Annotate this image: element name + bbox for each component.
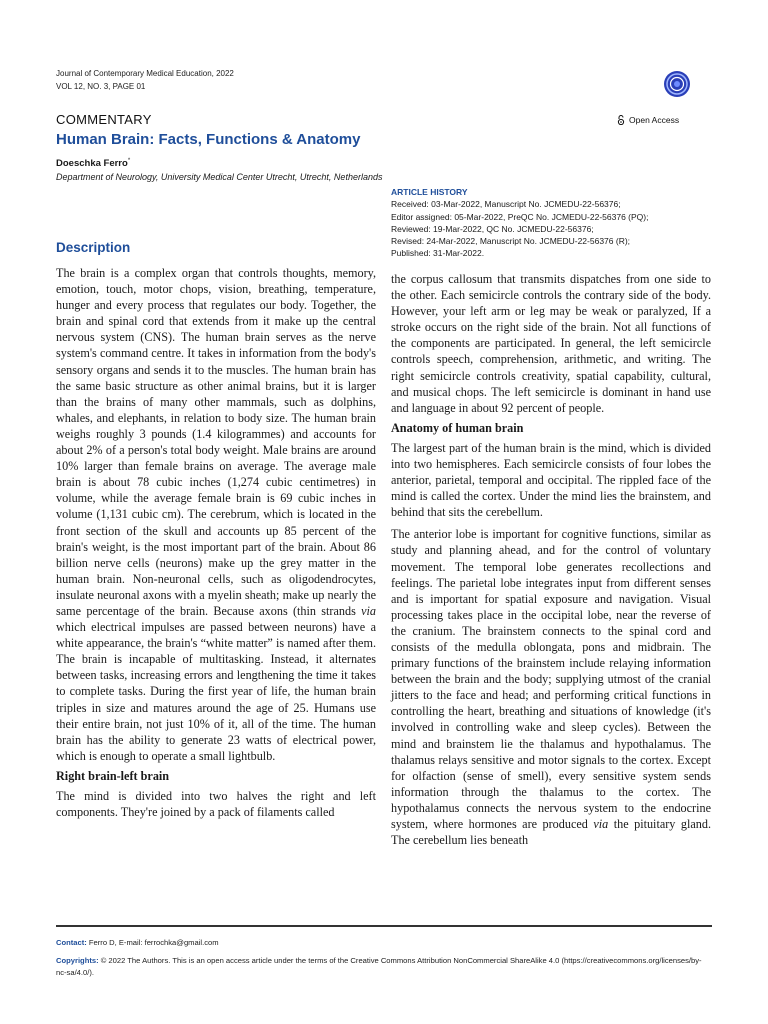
journal-logo-icon bbox=[663, 70, 691, 98]
body-text-italic: via bbox=[361, 603, 376, 618]
contact-text: Ferro D, E-mail: ferrochka@gmail.com bbox=[86, 938, 219, 947]
subheading-right-left-brain: Right brain-left brain bbox=[56, 768, 170, 783]
section-heading-description: Description bbox=[56, 240, 131, 255]
journal-name: Journal of Contemporary Medical Education, 2022 bbox=[56, 69, 234, 78]
subheading-anatomy: Anatomy of human brain bbox=[391, 420, 524, 435]
body-paragraph: The mind is divided into two halves the right and left components. They're joined by a pack of filaments called bbox=[56, 788, 376, 819]
author-affiliation: Department of Neurology, University Medical Center Utrecht, Utrecht, Netherlands bbox=[56, 172, 383, 182]
body-paragraph: the corpus callosum that transmits dispatches from one side to the other. Each semicircle controls the contrary side of the body. However, your left arm or leg may be weak or paralyzed, If a stroke occurs on the right side of the brain. Not all functions of the components are participated. In general, the left semicircle controls speech, comprehension, arithmetic, and writing. The right semicircle controls creativity, spatial capability, cultural, and musical chops. The left semicircle is dominant in hand use and language in about 92 percent of people. bbox=[391, 272, 711, 415]
article-history bbox=[391, 186, 721, 260]
journal-volume: VOL 12, NO. 3, PAGE 01 bbox=[56, 82, 146, 91]
article-title: Human Brain: Facts, Functions & Anatomy bbox=[56, 131, 361, 148]
copyright-text: © 2022 The Authors. This is an open access article under the terms of the Creative Commons Attribution NonCommercial ShareAlike 4.0 (https://creativecommons.org/licenses/by-nc-sa/4.0/). bbox=[56, 956, 702, 977]
author-name-text: Doeschka Ferro bbox=[56, 158, 128, 170]
history-line: Revised: 24-Mar-2022, Manuscript No. JCMEDU-22-56376 (R); bbox=[391, 236, 631, 247]
body-column-right bbox=[391, 271, 711, 848]
contact-line bbox=[56, 937, 712, 949]
copyright-line bbox=[56, 955, 712, 979]
history-line: Received: 03-Mar-2022, Manuscript No. JCMEDU-22-56376; bbox=[391, 199, 621, 210]
body-paragraph bbox=[391, 526, 711, 848]
body-text: The anterior lobe is important for cognitive functions, similar as study and planning ahead, and for the control of voluntary movement. The temporal lobe generates recollections and feelings. The parietal lobe integrates input from different senses and is important for spatial exposure and navigation. Visual processing takes place in the occipital lobe, near the reverse of the cranium. The brainstem connects to the spinal cord and consists of the medulla oblongata, pons and midbrain. The primary functions of the brainstem include relaying information between the brain and the body; supplying utmost of the cranial jitters to the face and head; and performing critical functions in controlling the heart, breathing and situations of knowledge (it's involved in controlling wake and sleep cycles). Between the mind and brainstem lie the thalamus and hypothalamus. The thalamus relays sensitive and motor signals to the cortex. Except for olfaction (sense of smell), every sensitive system sends information through the thalamus to the cortex. The hypothalamus connects the nervous system to the endocrine system, where hormones are produced bbox=[391, 527, 711, 831]
open-access-label: Open Access bbox=[629, 115, 680, 125]
body-paragraph bbox=[56, 265, 376, 764]
body-text-italic: via bbox=[593, 817, 609, 831]
history-line: Editor assigned: 05-Mar-2022, PreQC No. JCMEDU-22-56376 (PQ); bbox=[391, 211, 649, 222]
footer-divider bbox=[56, 925, 712, 927]
body-column-left bbox=[56, 265, 376, 820]
footer bbox=[56, 937, 712, 979]
author-mark: * bbox=[127, 158, 131, 164]
history-line: Reviewed: 19-Mar-2022, QC No. JCMEDU-22-56376; bbox=[391, 223, 594, 234]
copyright-label: Copyrights: bbox=[56, 956, 99, 965]
body-text: which electrical impulses are passed between neurons) have a white appearance, the brain's “white matter” is named after them. The brain is incapable of multitasking. Instead, it alternates between tasks, increasing errors and lengthening the time it takes to complete tasks. During the first year of life, the human brain triples in size and matures around the age of 25. Humans use their entire brain, not just 10% of it, all of the time. The human brain has the ability to generate 23 watts of electrical power, which is enough to operate a small lightbulb. bbox=[56, 620, 376, 763]
history-line: Published: 31-Mar-2022. bbox=[391, 248, 485, 259]
body-paragraph: The largest part of the human brain is the mind, which is divided into two hemispheres. Each semicircle consists of four lobes the anterior, parietal, temporal and occipital. The rippled face of the mind is called the cortex. Under the mind lies the brainstem, and behind that sits the cerebellum. bbox=[391, 440, 711, 520]
body-text: The brain is a complex organ that controls thoughts, memory, emotion, touch, motor chops, vision, breathing, temperature, hunger and every process that regulates our body. Together, the brain and spinal cord that extends from it make up the central nervous system (CNS). The human brain serves as the nerve system's command centre. It takes in information from the body's sensory organs and sends it to the muscles. The human brain has the same basic structure as other animal brains, but it is larger than the brains of many other mammals, such as dolphins, whales, and elephants, in relation to body size. The human brain weighs roughly 3 pounds (1.4 kilogrammes) and accounts for about 2% of a person's total body weight. Male brains are around 10% larger than female brains on average. The average male brain is about 78 cubic inches (1,274 cubic centimetres) in volume, while the average female brain is 69 cubic inches in volume (1,131 cubic cm). The cerebrum, which is located in the front section of the skull and accounts up 85 percent of the brain's weight, is the most important part of the brain. About 86 billion nerve cells (neurons) make up the grey matter in the human brain. Non-neuronal cells, such as oligodendrocytes, insulate neuronal axons with a myelin sheath; make up nearly the same percentage of the brain. Because axons (thin strands bbox=[56, 266, 376, 618]
open-access-badge bbox=[617, 115, 679, 125]
article-type: COMMENTARY bbox=[56, 112, 152, 127]
open-lock-icon bbox=[617, 115, 625, 125]
body-text: the pituitary gland. The cerebellum lies beneath bbox=[391, 817, 711, 848]
contact-label: Contact: bbox=[56, 938, 87, 947]
author-name bbox=[56, 158, 130, 169]
article-history-heading: ARTICLE HISTORY bbox=[391, 187, 468, 197]
